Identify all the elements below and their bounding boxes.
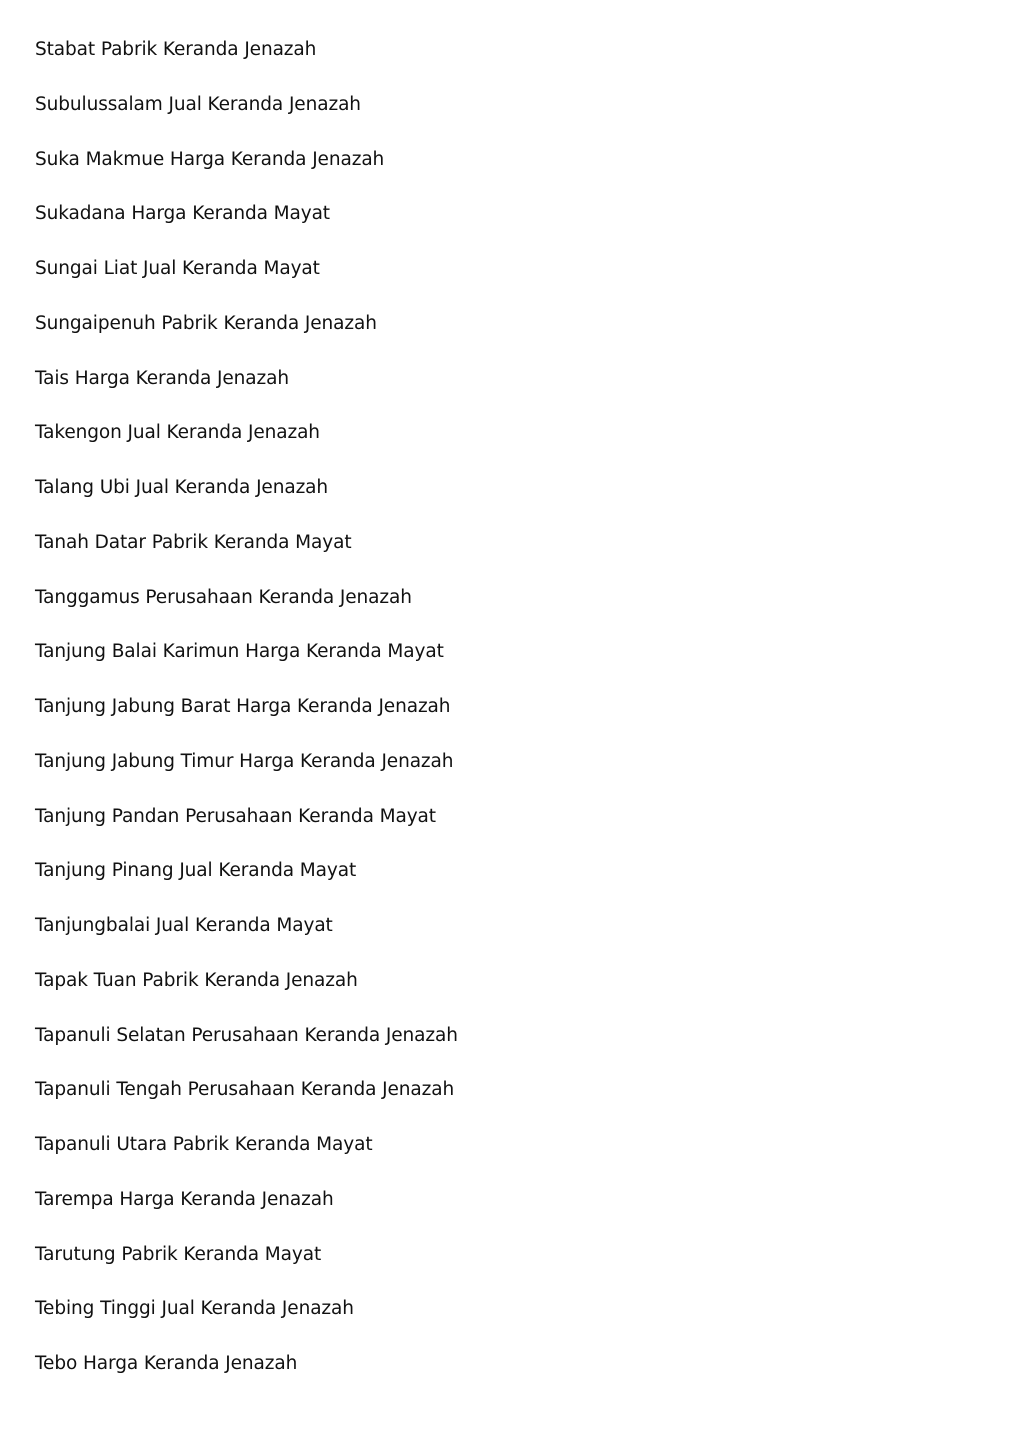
list-item: Tanjung Jabung Barat Harga Keranda Jenazah (35, 696, 451, 717)
list-item: Tais Harga Keranda Jenazah (35, 367, 290, 389)
list-item: Tebo Harga Keranda Jenazah (35, 1353, 298, 1374)
list-item: Tapanuli Utara Pabrik Keranda Mayat (35, 1134, 373, 1155)
list-item: Takengon Jual Keranda Jenazah (35, 422, 320, 444)
list-item: Tanjung Jabung Timur Harga Keranda Jenazah (35, 750, 454, 772)
list-item: Subulussalam Jual Keranda Jenazah (35, 93, 361, 115)
list-item: Tapanuli Selatan Perusahaan Keranda Jenazah (35, 1024, 458, 1046)
list-item: Sukadana Harga Keranda Mayat (35, 203, 330, 225)
list-item: Tebing Tinggi Jual Keranda Jenazah (35, 1298, 354, 1320)
list-item: Tarempa Harga Keranda Jenazah (35, 1188, 334, 1210)
list-item: Tanjung Pandan Perusahaan Keranda Mayat (35, 805, 436, 827)
list-item: Tapak Tuan Pabrik Keranda Jenazah (35, 969, 358, 991)
list-item: Stabat Pabrik Keranda Jenazah (35, 39, 317, 60)
list-item: Tanah Datar Pabrik Keranda Mayat (35, 531, 352, 553)
list-item: Sungaipenuh Pabrik Keranda Jenazah (35, 312, 377, 334)
list-item: Tanjungbalai Jual Keranda Mayat (35, 915, 333, 936)
list-item: Sungai Liat Jual Keranda Mayat (35, 258, 320, 279)
list-item: Tanggamus Perusahaan Keranda Jenazah (35, 586, 412, 608)
list-item: Suka Makmue Harga Keranda Jenazah (35, 148, 385, 170)
list-item: Tanjung Pinang Jual Keranda Mayat (35, 860, 357, 882)
list-item: Tapanuli Tengah Perusahaan Keranda Jenazah (35, 1079, 455, 1101)
list-item: Talang Ubi Jual Keranda Jenazah (35, 477, 329, 498)
list-item: Tarutung Pabrik Keranda Mayat (35, 1243, 322, 1265)
location-list (35, 36, 935, 1405)
list-item: Tanjung Balai Karimun Harga Keranda Mayat (35, 641, 444, 663)
